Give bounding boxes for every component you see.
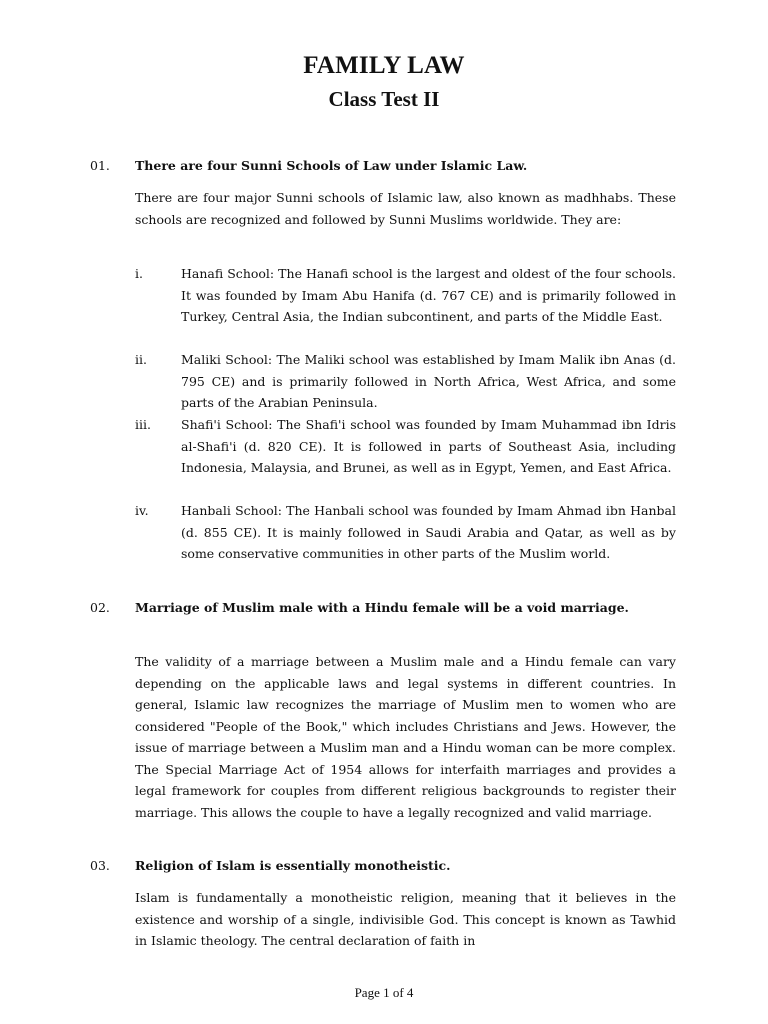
section-heading: There are four Sunni Schools of Law under Islamic Law. [135, 158, 528, 173]
section-body: The validity of a marriage between a Muslim male and a Hindu female can vary depending on the applicable laws and legal systems in different countries. In general, Islamic law recognizes the marriage of Muslim men to women who are considered "People of the Book," which includes Christians and Jews. However, the issue of marriage between a Muslim man and a Hindu woman can be more complex. The Special Marriage Act of 1954 allows for interfaith marriages and provides a legal framework for couples from different religious backgrounds to register their marriage. This allows the couple to have a legally recognized and valid marriage. [135, 654, 676, 820]
section-body: Islam is fundamentally a monotheistic religion, meaning that it believes in the existence and worship of a single, indivisible God. This concept is known as Tawhid in Islamic theology. The central declaration of faith in [135, 890, 676, 948]
section-intro: There are four major Sunni schools of Islamic law, also known as madhhabs. These schools are recognized and followed by Sunni Muslims worldwide. They are: [135, 190, 676, 227]
section-number: 03. [90, 858, 110, 873]
section-number: 01. [90, 158, 110, 173]
list-item-text: Hanbali School: The Hanbali school was founded by Imam Ahmad ibn Hanbal (d. 855 CE). It is mainly followed in Saudi Arabia and Qatar, as well as by some conservative communities in other parts of the Muslim world. [181, 503, 676, 561]
section-heading: Marriage of Muslim male with a Hindu female will be a void marriage. [135, 600, 629, 615]
page-number: Page 1 of 4 [354, 985, 414, 1000]
page-subtitle: Class Test II [328, 87, 440, 111]
list-marker: iv. [135, 503, 149, 518]
list-item-text: Hanafi School: The Hanafi school is the largest and oldest of the four schools. It was founded by Imam Abu Hanifa (d. 767 CE) and is primarily followed in Turkey, Central Asia, the Indian subcontinent, and parts of the Middle East. [181, 266, 676, 324]
list-marker: i. [135, 266, 143, 281]
list-marker: ii. [135, 352, 147, 367]
list-item-text: Maliki School: The Maliki school was established by Imam Malik ibn Anas (d. 795 CE) and is primarily followed in North Africa, West Africa, and some parts of the Arabian Peninsula. [181, 352, 676, 410]
page-title: FAMILY LAW [303, 52, 465, 79]
list-marker: iii. [135, 417, 151, 432]
section-heading: Religion of Islam is essentially monotheistic. [135, 858, 451, 873]
section-number: 02. [90, 600, 110, 615]
list-item-text: Shafi'i School: The Shafi'i school was founded by Imam Muhammad ibn Idris al-Shafi'i (d. 820 CE). It is followed in parts of Southeast Asia, including Indonesia, Malaysia, and Brunei, as well as in Egypt, Yemen, and East Africa. [181, 417, 676, 475]
